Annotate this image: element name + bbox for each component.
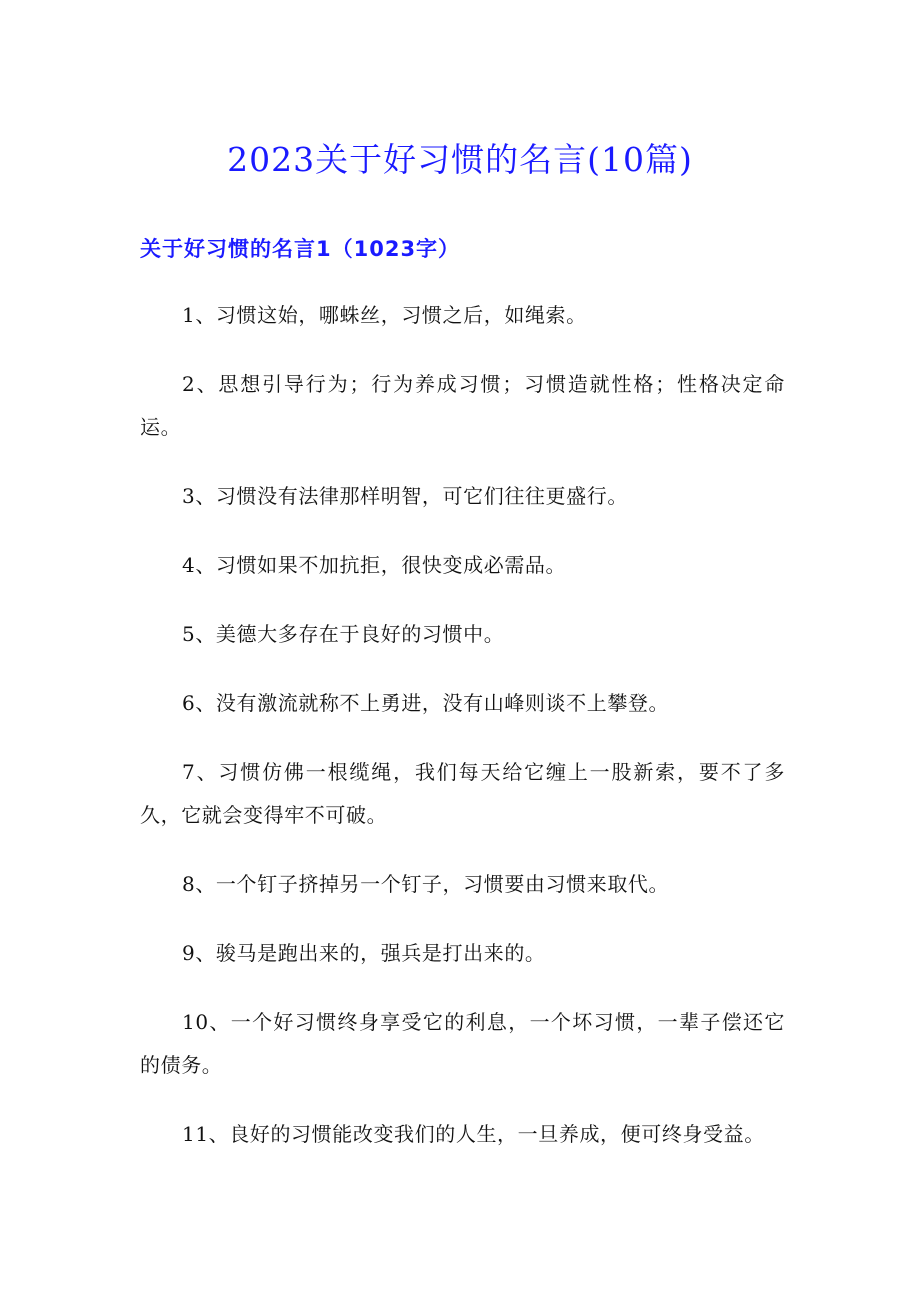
quote-item: 7、习惯仿佛一根缆绳，我们每天给它缠上一股新索，要不了多久，它就会变得牢不可破。 [140, 760, 785, 827]
quote-item: 9、骏马是跑出来的，强兵是打出来的。 [182, 941, 546, 965]
page-title: 2023关于好习惯的名言(10篇) [227, 140, 693, 179]
quote-item: 1、习惯这始，哪蛛丝，习惯之后，如绳索。 [182, 303, 587, 327]
quote-item: 4、习惯如果不加抗拒，很快变成必需品。 [182, 553, 567, 577]
quote-item: 2、思想引导行为；行为养成习惯；习惯造就性格；性格决定命运。 [140, 372, 785, 439]
quote-item: 6、没有激流就称不上勇进，没有山峰则谈不上攀登。 [182, 691, 670, 715]
quote-item: 10、一个好习惯终身享受它的利息，一个坏习惯，一辈子偿还它的债务。 [140, 1010, 785, 1077]
quote-item: 11、良好的习惯能改变我们的人生，一旦养成，便可终身受益。 [182, 1122, 765, 1146]
section-heading: 关于好习惯的名言1（1023字） [140, 237, 461, 261]
quote-list [140, 294, 785, 1182]
quote-item: 3、习惯没有法律那样明智，可它们往往更盛行。 [182, 484, 628, 508]
quote-item: 5、美德大多存在于良好的习惯中。 [182, 622, 505, 646]
quote-item: 8、一个钉子挤掉另一个钉子，习惯要由习惯来取代。 [182, 872, 670, 896]
